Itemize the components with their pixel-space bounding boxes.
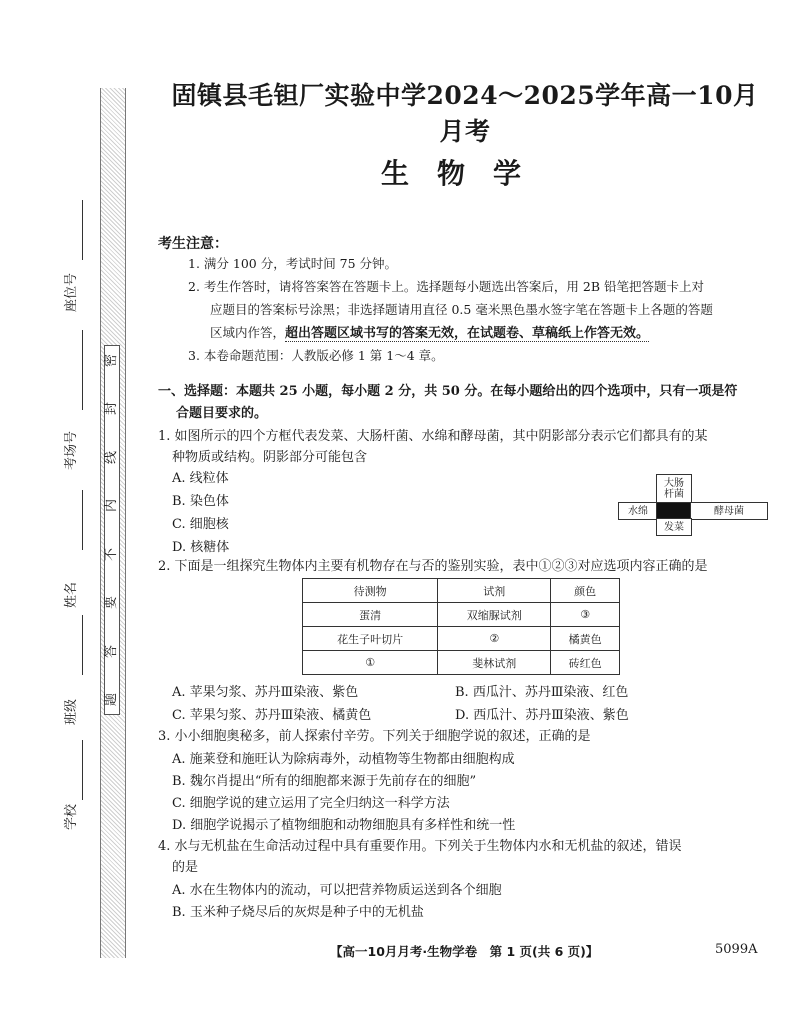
table-cell: 颜色 <box>551 579 620 603</box>
school-label: 学校 <box>64 803 79 830</box>
seal-char: 题 <box>104 692 120 706</box>
figure-left-box: 水绵 <box>618 502 658 520</box>
seal-char: 密 <box>104 353 120 368</box>
notice-item-2-end-text: 区域内作答， <box>210 325 286 340</box>
name-label: 姓名 <box>64 581 79 608</box>
table-cell: ① <box>303 651 438 675</box>
notice-item-2: 2. 考生作答时，请将答案答在答题卡上。选择题每小题选出答案后，用 2B 铅笔把答题卡上对 <box>188 279 704 294</box>
q2-stem: 2. 下面是一组探究生物体内主要有机物存在与否的鉴别实验，表中①②③对应选项内容正确的是 <box>158 559 708 574</box>
table-row <box>303 651 620 675</box>
q3-stem: 3. 小小细胞奥秘多，前人探索付辛劳。下列关于细胞学说的叙述，正确的是 <box>158 729 591 744</box>
q2-option-a: A. 苹果匀浆、苏丹Ⅲ染液、紫色 <box>172 685 359 700</box>
room-label: 考场号 <box>64 430 79 470</box>
q2-option-d: D. 西瓜汁、苏丹Ⅲ染液、紫色 <box>455 708 629 723</box>
table-cell: 试剂 <box>438 579 551 603</box>
q1-stem <box>158 426 758 468</box>
figure-bottom-box: 发菜 <box>656 518 692 536</box>
name-line <box>82 490 83 550</box>
seal-char: 线 <box>104 450 120 464</box>
q2-option-b: B. 西瓜汁、苏丹Ⅲ染液、红色 <box>455 685 629 700</box>
q1-option-a: A. 线粒体 <box>172 471 229 486</box>
q1-option-d: D. 核糖体 <box>172 540 230 555</box>
q4-option-a: A. 水在生物体内的流动，可以把营养物质运送到各个细胞 <box>172 883 502 898</box>
table-cell: ② <box>438 627 551 651</box>
class-line <box>82 615 83 675</box>
seal-char: 要 <box>104 596 120 610</box>
q2-option-c: C. 苹果匀浆、苏丹Ⅲ染液、橘黄色 <box>172 708 372 723</box>
q4-line-2: 的是 <box>172 860 199 875</box>
q3-option-b: B. 魏尔肖提出“所有的细胞都来源于先前存在的细胞” <box>172 774 477 789</box>
figure-top-box: 大肠 杆菌 <box>656 474 692 504</box>
subject-title: 生物学 <box>380 157 549 190</box>
class-label: 班级 <box>64 698 79 725</box>
seat-line <box>82 200 83 260</box>
seal-char: 答 <box>104 644 120 658</box>
table-cell: 砖红色 <box>551 651 620 675</box>
table-row <box>303 627 620 651</box>
q3-option-d: D. 细胞学说揭示了植物细胞和动物细胞具有多样性和统一性 <box>172 818 516 833</box>
section-line-1: 一、选择题：本题共 25 小题，每小题 2 分，共 50 分。在每小题给出的四个选项中，只有一项是符 <box>158 384 738 399</box>
seal-char: 封 <box>104 402 120 416</box>
q1-line-2: 种物质或结构。阴影部分可能包含 <box>172 450 368 465</box>
table-cell: 蛋清 <box>303 603 438 627</box>
q4-option-b: B. 玉米种子烧尽后的灰烬是种子中的无机盐 <box>172 905 424 920</box>
seal-line-box <box>104 345 120 715</box>
room-line <box>82 330 83 410</box>
q4-stem <box>158 836 758 878</box>
table-row <box>303 579 620 603</box>
q1-figure <box>618 474 766 546</box>
section-heading <box>158 381 758 425</box>
q3-option-a: A. 施莱登和施旺认为除病毒外，动植物等生物都由细胞构成 <box>172 752 515 767</box>
q2-table <box>302 578 620 675</box>
seat-label: 座位号 <box>64 272 79 312</box>
school-line <box>82 740 83 800</box>
table-cell: 双缩脲试剂 <box>438 603 551 627</box>
table-cell: ③ <box>551 603 620 627</box>
table-row <box>303 603 620 627</box>
figure-right-box: 酵母菌 <box>690 502 768 520</box>
notice-item-2-cont: 应题目的答案标号涂黑；非选择题请用直径 0.5 毫米黑色墨水签字笔在答题卡上各题的答题 <box>210 302 713 317</box>
page-footer: 【高一10月月考·生物学卷 第 1 页(共 6 页)】 <box>330 944 599 959</box>
notice-item-1: 1. 满分 100 分，考试时间 75 分钟。 <box>188 256 398 271</box>
paper-code: 5099A <box>715 942 758 957</box>
q1-option-c: C. 细胞核 <box>172 517 229 532</box>
seal-char: 不 <box>104 547 120 561</box>
notice-item-2-end <box>210 321 750 345</box>
notice-emphasis: 超出答题区域书写的答案无效，在试题卷、草稿纸上作答无效。 <box>285 326 650 341</box>
table-cell: 斐林试剂 <box>438 651 551 675</box>
q1-line-1: 1. 如图所示的四个方框代表发菜、大肠杆菌、水绵和酵母菌，其中阴影部分表示它们都具有的某 <box>158 429 708 444</box>
seal-char: 内 <box>104 499 120 513</box>
q3-option-c: C. 细胞学说的建立运用了完全归纳这一科学方法 <box>172 796 450 811</box>
q1-option-b: B. 染色体 <box>172 494 229 509</box>
table-cell: 花生子叶切片 <box>303 627 438 651</box>
section-line-2: 合题目要求的。 <box>176 406 268 421</box>
notice-heading: 考生注意： <box>158 236 228 252</box>
q4-line-1: 4. 水与无机盐在生命活动过程中具有重要作用。下列关于生物体内水和无机盐的叙述，错误 <box>158 839 682 854</box>
notice-item-3: 3. 本卷命题范围：人教版必修 1 第 1～4 章。 <box>188 348 444 363</box>
table-cell: 待测物 <box>303 579 438 603</box>
table-cell: 橘黄色 <box>551 627 620 651</box>
exam-title: 固镇县毛钽厂实验中学2024～2025学年高一10月月考 <box>171 81 759 146</box>
